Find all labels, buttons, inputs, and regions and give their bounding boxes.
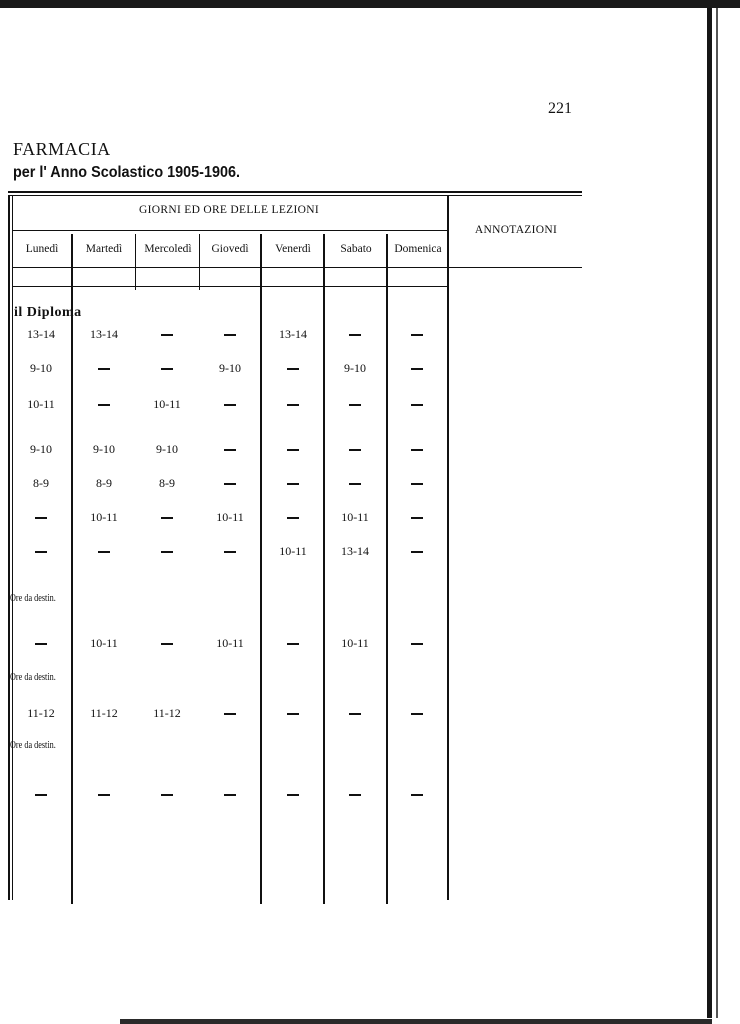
schedule-hour: 8-9 (96, 476, 112, 490)
empty-slot-dash (411, 404, 423, 406)
schedule-hour: 9-10 (93, 442, 115, 456)
empty-slot-dash (224, 404, 236, 406)
empty-slot-dash (98, 368, 110, 370)
day-header: Domenica (394, 243, 442, 255)
schedule-hour: 9-10 (219, 361, 241, 375)
empty-slot-dash (411, 551, 423, 553)
empty-slot-dash (224, 334, 236, 336)
day-header: Sabato (340, 243, 372, 255)
day-header: Venerdì (275, 243, 311, 255)
table-left-inner-border (12, 196, 13, 900)
empty-slot-dash (287, 449, 299, 451)
schedule-hour: 8-9 (33, 476, 49, 490)
empty-slot-dash (161, 517, 173, 519)
empty-slot-dash (161, 794, 173, 796)
schedule-hour: 10-11 (27, 397, 55, 411)
scan-top-edge (0, 0, 740, 8)
column-divider (260, 234, 262, 904)
day-header: Lunedì (25, 243, 59, 255)
empty-slot-dash (349, 334, 361, 336)
empty-slot-dash (35, 517, 47, 519)
empty-slot-dash (349, 794, 361, 796)
schedule-hour: 13-14 (341, 544, 369, 558)
subheader-rule (12, 286, 448, 287)
table-top-rule-thin (8, 195, 582, 196)
day-header: Martedì (85, 243, 123, 255)
scan-binding-edge (707, 8, 712, 1018)
scan-bottom-edge (120, 1019, 712, 1024)
schedule-hour: 8-9 (159, 476, 175, 490)
day-header: Giovedì (211, 243, 249, 255)
empty-slot-dash (411, 713, 423, 715)
column-divider (71, 234, 73, 904)
empty-slot-dash (161, 643, 173, 645)
scan-binding-edge-inner (716, 8, 718, 1018)
note-label: Ore da destin. (10, 593, 56, 604)
schedule-hour: 10-11 (216, 510, 244, 524)
section-label: il Diploma (14, 305, 82, 320)
schedule-hour: 10-11 (279, 544, 307, 558)
empty-slot-dash (287, 713, 299, 715)
schedule-hour: 10-11 (341, 636, 369, 650)
schedule-hour: 13-14 (90, 327, 118, 341)
schedule-hour: 13-14 (27, 327, 55, 341)
empty-slot-dash (349, 404, 361, 406)
empty-slot-dash (287, 404, 299, 406)
header-bottom-rule (12, 267, 582, 268)
page-title: FARMACIA (13, 139, 111, 159)
schedule-hour: 9-10 (30, 361, 52, 375)
empty-slot-dash (35, 794, 47, 796)
schedule-hour: 11-12 (27, 706, 55, 720)
table-top-rule (8, 191, 582, 193)
schedule-hour: 10-11 (90, 636, 118, 650)
note-label: Ore da destin. (10, 672, 56, 683)
empty-slot-dash (35, 551, 47, 553)
empty-slot-dash (224, 483, 236, 485)
empty-slot-dash (287, 517, 299, 519)
empty-slot-dash (224, 551, 236, 553)
note-label: Ore da destin. (10, 740, 56, 751)
annotations-header: ANNOTAZIONI (474, 224, 558, 236)
empty-slot-dash (161, 334, 173, 336)
empty-slot-dash (411, 449, 423, 451)
empty-slot-dash (224, 713, 236, 715)
empty-slot-dash (224, 449, 236, 451)
annotations-divider (447, 196, 449, 900)
lessons-header: GIORNI ED ORE DELLE LEZIONI (139, 204, 319, 216)
table-left-border (8, 196, 10, 900)
schedule-hour: 10-11 (90, 510, 118, 524)
empty-slot-dash (411, 517, 423, 519)
empty-slot-dash (411, 334, 423, 336)
schedule-hour: 10-11 (341, 510, 369, 524)
schedule-hour: 11-12 (153, 706, 181, 720)
empty-slot-dash (349, 713, 361, 715)
page-number: 221 (548, 100, 572, 117)
empty-slot-dash (349, 449, 361, 451)
empty-slot-dash (287, 643, 299, 645)
empty-slot-dash (287, 794, 299, 796)
column-divider (386, 234, 388, 904)
schedule-hour: 10-11 (153, 397, 181, 411)
empty-slot-dash (98, 794, 110, 796)
schedule-hour: 11-12 (90, 706, 118, 720)
empty-slot-dash (411, 483, 423, 485)
empty-slot-dash (287, 483, 299, 485)
column-divider (323, 234, 325, 904)
empty-slot-dash (98, 551, 110, 553)
empty-slot-dash (349, 483, 361, 485)
schedule-hour: 9-10 (344, 361, 366, 375)
day-header: Mercoledì (144, 243, 192, 255)
schedule-hour: 13-14 (279, 327, 307, 341)
empty-slot-dash (161, 551, 173, 553)
schedule-hour: 10-11 (216, 636, 244, 650)
empty-slot-dash (411, 643, 423, 645)
empty-slot-dash (161, 368, 173, 370)
empty-slot-dash (287, 368, 299, 370)
header-divider (12, 230, 448, 231)
empty-slot-dash (98, 404, 110, 406)
empty-slot-dash (411, 368, 423, 370)
empty-slot-dash (35, 643, 47, 645)
empty-slot-dash (411, 794, 423, 796)
empty-slot-dash (224, 794, 236, 796)
page-subtitle: per l' Anno Scolastico 1905-1906. (13, 164, 240, 181)
schedule-hour: 9-10 (30, 442, 52, 456)
schedule-hour: 9-10 (156, 442, 178, 456)
